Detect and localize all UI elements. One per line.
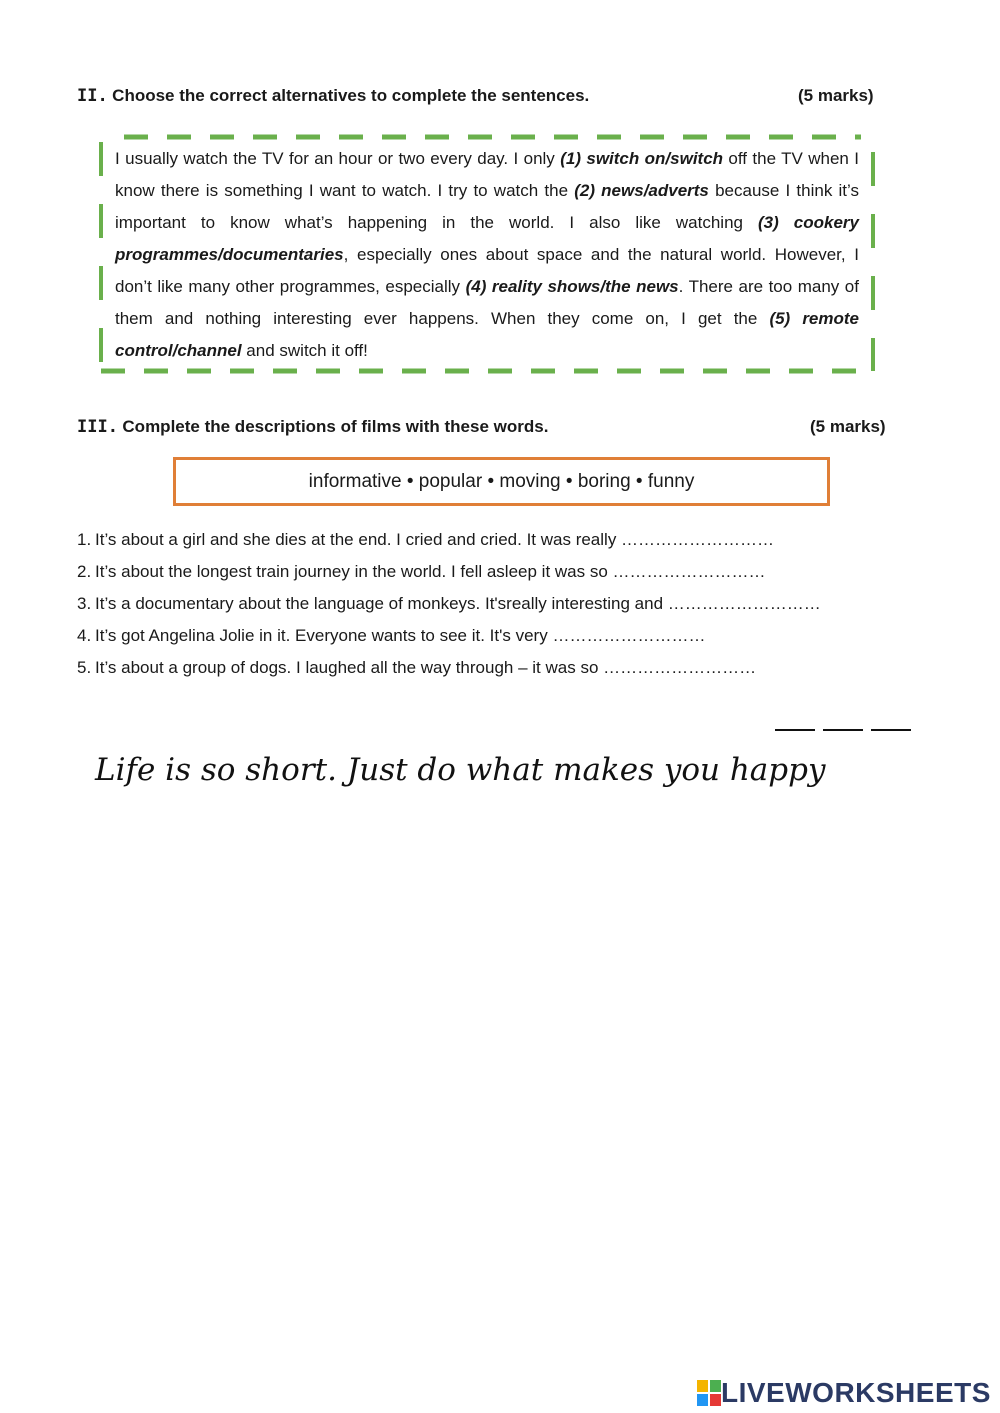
- option-5: (5) remote control/channel: [115, 309, 860, 360]
- section-3-header: [77, 417, 548, 437]
- logo-icon: [697, 1380, 721, 1406]
- section-3-number: III.: [77, 417, 118, 437]
- section-2-header: [77, 86, 589, 106]
- section-2-title: Choose the correct alternatives to complete the sentences.: [112, 86, 590, 105]
- question-number: 4.: [77, 626, 92, 645]
- passage-segment: off the TV when I know there is something I want to watch. I try to watch the: [115, 149, 859, 200]
- question-3: [77, 594, 821, 614]
- word-bank: informative • popular • moving • boring • funny: [173, 457, 830, 506]
- question-text: It’s a documentary about the language of monkeys. It'sreally interesting and ………………………: [95, 594, 821, 613]
- section-3-marks: (5 marks): [810, 417, 886, 436]
- option-4: (4) reality shows/the news: [465, 277, 679, 296]
- section-2-number: II.: [77, 86, 108, 106]
- question-1: [77, 530, 774, 550]
- question-number: 5.: [77, 658, 92, 677]
- option-1: (1) switch on/switch: [560, 149, 724, 168]
- logo-text: LIVEWORKSHEETS: [721, 1377, 991, 1408]
- question-number: 2.: [77, 562, 92, 581]
- question-text: It’s about a group of dogs. I laughed all the way through – it was so ………………………: [95, 658, 757, 677]
- score-blanks: [775, 712, 911, 732]
- question-text: It’s about a girl and she dies at the end. I cried and cried. It was really ………………………: [95, 530, 775, 549]
- passage-segment: and switch it off!: [241, 341, 368, 360]
- question-number: 3.: [77, 594, 92, 613]
- option-2: (2) news/adverts: [574, 181, 709, 200]
- question-2: [77, 562, 766, 582]
- question-text: It’s about the longest train journey in the world. I fell asleep it was so ………………………: [95, 562, 766, 581]
- option-3: (3) cookery programmes/documentaries: [115, 213, 860, 264]
- section-3-title: Complete the descriptions of films with these words.: [122, 417, 549, 436]
- question-number: 1.: [77, 530, 92, 549]
- passage-segment: . There are too many of them and nothing interesting ever happens. When they come on, I get the: [115, 277, 859, 328]
- passage-segment: I usually watch the TV for an hour or two every day. I only: [115, 149, 561, 168]
- liveworksheets-logo: [697, 1378, 991, 1408]
- passage-segment: because I think it’s important to know what’s happening in the world. I also like watching: [115, 181, 859, 232]
- question-5: [77, 658, 756, 678]
- motivational-quote: Life is so short. Just do what makes you happy: [95, 752, 826, 788]
- question-text: It’s got Angelina Jolie in it. Everyone wants to see it. It's very ………………………: [95, 626, 706, 645]
- section-2-marks: (5 marks): [798, 86, 874, 105]
- passage-text: [115, 143, 859, 367]
- passage-segment: , especially ones about space and the natural world. However, I don’t like many other programmes, especially: [115, 245, 859, 296]
- question-4: [77, 626, 705, 646]
